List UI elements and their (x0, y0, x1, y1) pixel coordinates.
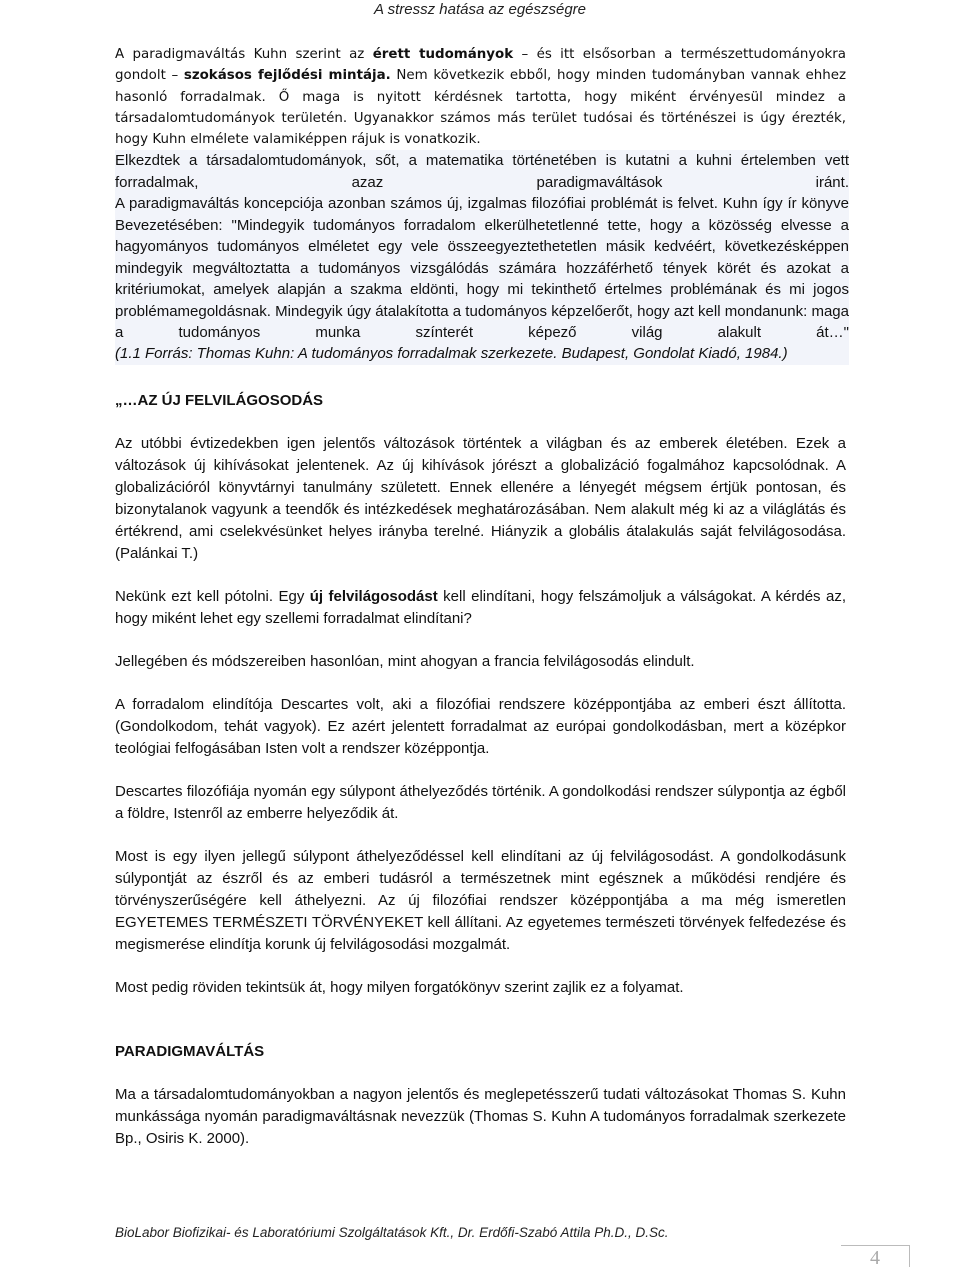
paragraph-kuhn-intro: A paradigmaváltás Kuhn szerint az érett tudományok – és itt elsősorban a természettudományokra gondolt – szokásos fejlődési mintája. Nem következik ebből, hogy minden tudományban vannak ehhez hasonló forradalmak. Ő maga is nyitott kérdésnek tartotta, hogy miként érvényesül mindez a társadalomtudományok területén. Ugyanakkor számos más terület tudósai és történészei is úgy érezték, hogy Kuhn elmélete valamiképpen rájuk is vonatkozik. (115, 47, 846, 148)
quote-source: (1.1 Forrás: Thomas Kuhn: A tudományos forradalmak szerkezete. Budapest, Gondolat Kiadó, 1984.) (115, 345, 788, 363)
paragraph-paradigm-shift: Ma a társadalomtudományokban a nagyon jelentős és meglepetésszerű tudati változásokat Thomas S. Kuhn munkássága nyomán paradigmaváltásnak nevezzük (Thomas S. Kuhn A tudományos forradalmak szerkezete Bp., Osiris K. 2000). (115, 1086, 846, 1148)
page-footer: BioLabor Biofizikai- és Laboratóriumi Szolgáltatások Kft., Dr. Erdőfi-Szabó Attila Ph.D., D.Sc. (115, 1225, 669, 1240)
paragraph-new-enlightenment: Nekünk ezt kell pótolni. Egy új felvilágosodást kell elindítani, hogy felszámoljuk a válságokat. A kérdés az, hogy miként lehet egy szellemi forradalmat elindítani? (115, 588, 847, 628)
page-content (115, 44, 849, 1150)
paragraph-globalization: Az utóbbi évtizedekben igen jelentős változások történtek a világban és az emberek életében. Ezek a változások új kihívásokat jelentenek. Az új kihívások jórészt a globalizáció fogalmához kapcsolódnak. A globalizációról könyvtárnyi tanulmány született. Ennek ellenére a lényegét mégsem értjük pontosan, és bizonytalanok vagyunk a teendők és intézkedések meghatározásában. Nem alakult még ki az a világlátás és értékrend, ami cselekvésünket helyes irányba terelné. Hiányzik a globális átalakulás saját felvilágosodása. (Palánkai T.) (115, 435, 846, 563)
paragraph-french-enlightenment: Jellegében és módszereiben hasonlóan, mint ahogyan a francia felvilágosodás elindult. (115, 653, 695, 671)
paragraph-descartes-shift: Descartes filozófiája nyomán egy súlypont áthelyeződés történik. A gondolkodási rendszer súlypontja az égből a földre, Istenről az emberre helyeződik át. (115, 783, 846, 823)
heading-paradigm-shift: PARADIGMAVÁLTÁS (115, 1043, 265, 1061)
paragraph-overview: Most pedig röviden tekintsük át, hogy milyen forgatókönyv szerint zajlik ez a folyamat. (115, 979, 684, 997)
emphasis-new-enlightenment: új felvilágosodást (309, 588, 438, 606)
running-header: A stressz hatása az egészségre (373, 1, 587, 18)
page-number: 4 (841, 1245, 910, 1267)
quote-block (115, 150, 849, 365)
paragraph-descartes: A forradalom elindítója Descartes volt, aki a filozófiai rendszere középpontjába az emberi észt állította. (Gondolkodom, tehát vagyok). Ez azért jelentett forradalmat az európai gondolkodásban, mert a középkor teológiai felfogásában Isten volt a rendszer középpontja. (115, 696, 846, 758)
paragraph-universal-laws: Most is egy ilyen jellegű súlypont áthelyeződéssel kell elindítani az új felvilágosodást. A gondolkodásunk súlypontját az észről és az emberi tudásról a természetnek mint egésznek a működési rendjére és törvényszerűségére kell áthelyezni. Az új filozófiai rendszer középpontjába a ma még ismeretlen EGYETEMES TERMÉSZETI TÖRVÉNYEKET kell állítani. Az egyetemes természeti törvények felfedezése és megismerése elindítja korunk új felvilágosodási mozgalmát. (115, 848, 846, 954)
paragraph-kuhn-quote: A paradigmaváltás koncepciója azonban számos új, izgalmas filozófiai problémát is felvet. Kuhn így ír könyve Bevezetésében: "Mindegyik tudományos forradalom elkerülhetetlenné tette, hogy a közösség elvesse a hagyományos tudományos elméletet egy vele összeegyeztethetetlen másik kedvéért, következésképpen mindegyik megváltoztatta a tudományos vizsgálódás számára hozzáférhető tények körét és azokat a kritériumokat, amelyek alapján a szakma eldönti, hogy mi tekinthető értelmes problémának és mi jogos problémamegoldásnak. Mindegyik úgy átalakította a tudományos képzelőerőt, hogy azt kell mondanunk: maga a tudományos munka színterét képező világ alakult át…" (115, 195, 849, 341)
paragraph-social-sciences: Elkezdtek a társadalomtudományok, sőt, a matematika történetében is kutatni a kuhni értelemben vett forradalmak, azaz paradigmaváltások iránt. (115, 152, 849, 191)
heading-new-enlightenment: „…AZ ÚJ FELVILÁGOSODÁS (115, 392, 324, 410)
emphasis-mature-sciences: érett tudományok (372, 47, 514, 62)
emphasis-development-pattern: szokásos fejlődési mintája. (183, 68, 391, 84)
